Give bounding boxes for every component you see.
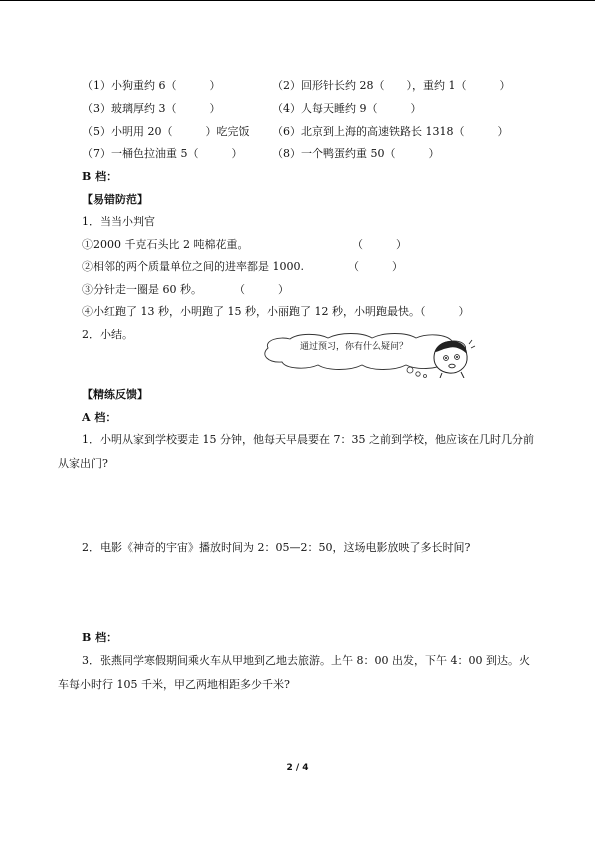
- fill-item-row-2: [82, 102, 422, 116]
- feedback-question-3: 3．张燕同学寒假期间乘火车从甲地到乙地去旅游。上午 8：00 出发，下午 4：00 到达。火车每小时行 105 千米，甲乙两地相距多少千米?: [58, 654, 530, 691]
- fill-item-3: （3）玻璃厚约 3（ ）: [82, 102, 221, 115]
- section-b-label: B 档：: [82, 170, 118, 183]
- judge-statement-4: ④小红跑了 13 秒，小明跑了 15 秒，小丽跑了 12 秒，小明跑最快。（ ）: [82, 305, 470, 318]
- fill-item-1: （1）小狗重约 6（ ）: [82, 79, 221, 92]
- fill-item-4: （4）人每天睡约 9（ ）: [272, 102, 422, 115]
- feedback-question-2: 2．电影《神奇的宇宙》播放时间为 2：05—2：50，这场电影放映了多长时间?: [82, 541, 471, 554]
- fill-item-row-3: [82, 125, 509, 139]
- judge-statement-3: [82, 283, 202, 297]
- cloud-bubble-graphic: [258, 330, 498, 378]
- thought-cloud: [258, 330, 498, 378]
- fill-item-2: （2）回形针长约 28（ ），重约 1（ ）: [272, 79, 511, 92]
- feedback-b-level: B 档：: [82, 631, 118, 644]
- fill-item-row-1: [82, 79, 511, 93]
- feedback-question-1: 1．小明从家到学校要走 15 分钟，他每天早晨要在 7：35 之前到学校，他应该在几时几分前从家出门?: [58, 433, 534, 470]
- page-number: 2 / 4: [286, 763, 309, 773]
- fill-item-5: （5）小明用 20（ ）吃完饭: [82, 125, 250, 138]
- summary-question: 2．小结。: [82, 328, 133, 341]
- judge-statement-2: [82, 260, 304, 274]
- fill-item-6: （6）北京到上海的高速铁路长 1318（ ）: [272, 125, 509, 138]
- error-prevention-title: 【易错防范】: [82, 193, 148, 206]
- page-top-rule: [0, 0, 595, 1]
- fill-item-7: （7）一桶色拉油重 5（ ）: [82, 147, 243, 160]
- cloud-question-text: 通过预习，你有什么疑问？: [300, 342, 409, 352]
- statement-text: ②相邻的两个质量单位之间的进率都是 1000.: [82, 260, 304, 273]
- fill-item-row-4: [82, 147, 440, 161]
- fill-item-8: （8）一个鸭蛋约重 50（ ）: [272, 147, 440, 160]
- answer-paren-3[interactable]: （ ）: [234, 283, 289, 296]
- statement-text: ③分针走一圈是 60 秒。: [82, 283, 202, 296]
- cartoon-child-icon: [434, 340, 475, 378]
- judge-statement-1: [82, 238, 248, 252]
- answer-paren-1[interactable]: （ ）: [352, 238, 407, 251]
- feedback-a-level: A 档：: [82, 411, 117, 424]
- feedback-title: 【精练反馈】: [82, 388, 148, 401]
- statement-text: ①2000 千克石头比 2 吨棉花重。: [82, 238, 249, 251]
- answer-paren-2[interactable]: （ ）: [348, 260, 403, 273]
- judge-question-title: 1．当当小判官: [82, 215, 155, 228]
